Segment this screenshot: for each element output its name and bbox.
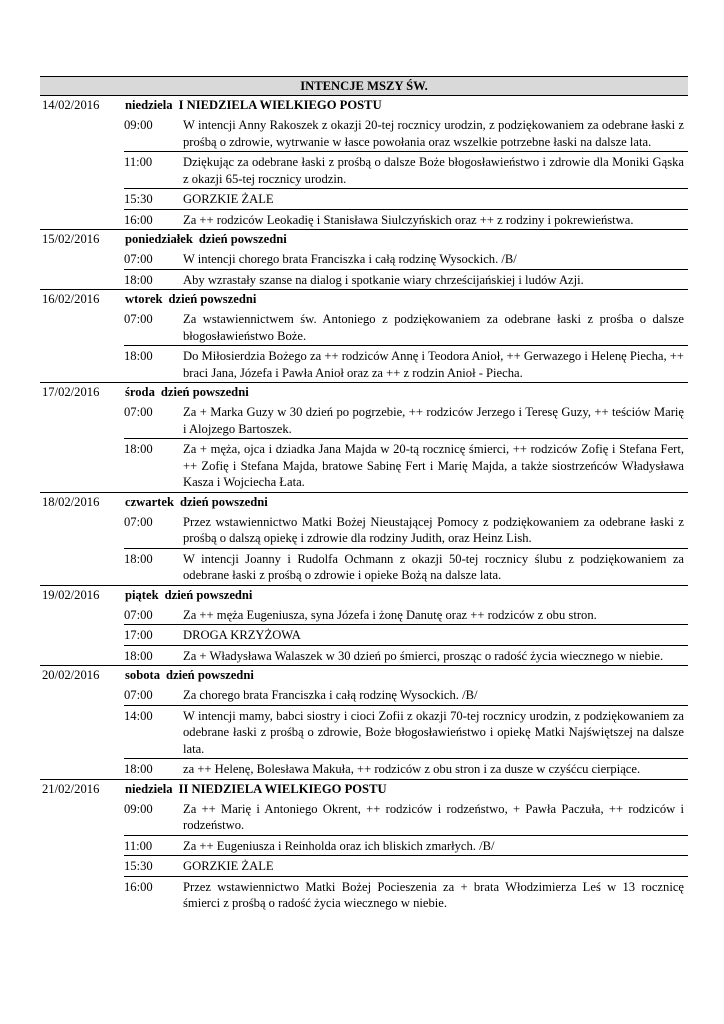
intention-text: Za + Władysława Walaszek w 30 dzień po śmierci, prosząc o radość życia wiecznego w niebie.: [183, 648, 664, 663]
day-label: dzień powszedni: [198, 232, 287, 246]
day-label: dzień powszedni: [168, 292, 257, 306]
mass-time: 09:00: [124, 801, 153, 816]
intention-text: Za + Marka Guzy w 30 dzień po pogrzebie, ++ rodziców Jerzego i Teresę Guzy, ++ teściów Marię i Alojzego Bartoszek.: [183, 405, 684, 436]
intention-text: Przez wstawiennictwo Matki Bożej Nieustającej Pomocy z podziękowaniem za odebrane łaski z prośbą o dalszą opiekę i zdrowie dla rodziny Judith, oraz Heinz Lish.: [183, 514, 684, 545]
day-of-week: środa: [125, 385, 155, 399]
day-header-row: [40, 779, 688, 798]
mass-time: 07:00: [124, 405, 153, 419]
mass-time: 17:00: [124, 628, 153, 642]
mass-time: 07:00: [124, 514, 153, 529]
intention-text: W intencji Anny Rakoszek z okazji 20-tej rocznicy urodzin, z podziękowaniem za odebrane łaski z prośbą o zdrowie, wytrwanie w łasce powołania oraz wszelkie potrzebne łaski na dalsze lata.: [183, 118, 684, 149]
day-label: dzień powszedni: [160, 385, 249, 399]
day-date: 14/02/2016: [42, 98, 100, 112]
intention-entry: [124, 308, 688, 345]
day-heading: [125, 586, 688, 604]
intention-text: Za ++ męża Eugeniusza, syna Józefa i żonę Danutę oraz ++ rodziców z obu stron.: [183, 607, 597, 622]
intention-entry: [124, 604, 688, 625]
day-label: II NIEDZIELA WIELKIEGO POSTU: [178, 781, 387, 796]
day-of-week: wtorek: [125, 292, 163, 306]
intention-entry: [124, 511, 688, 548]
intention-entry: [124, 114, 688, 151]
intention-text: Za chorego brata Franciszka i całą rodzinę Wysockich. /B/: [183, 688, 478, 702]
day-of-week: sobota: [125, 668, 160, 682]
mass-time: 16:00: [124, 212, 153, 227]
intention-entry: [124, 548, 688, 585]
intention-entry: [124, 248, 688, 269]
mass-time: 07:00: [124, 688, 153, 702]
mass-time: 16:00: [124, 879, 153, 894]
mass-time: 07:00: [124, 252, 153, 266]
day-header-row: [40, 492, 688, 511]
intention-entry: [124, 345, 688, 382]
day-of-week: czwartek: [125, 494, 174, 509]
intention-entry: [124, 758, 688, 779]
day-heading: [125, 493, 688, 511]
intention-text: GORZKIE ŻALE: [183, 192, 274, 206]
day-of-week: piątek: [125, 587, 159, 602]
mass-time: 11:00: [124, 838, 153, 853]
mass-time: 07:00: [124, 312, 153, 326]
intention-text: W intencji chorego brata Franciszka i całą rodzinę Wysockich. /B/: [183, 252, 517, 266]
mass-time: 07:00: [124, 607, 153, 622]
day-of-week: niedziela: [125, 98, 173, 112]
intention-entry: [124, 624, 688, 645]
intention-text: Za + męża, ojca i dziadka Jana Majda w 20-tą rocznicę śmierci, ++ rodziców Zofię i Stefana Fert, ++ Zofię i Stefana Majda, bratowe Sabinę Fert i Marię Majda, a także siostrzeńców Władysława Kasza i Wojciecha Łata.: [183, 442, 684, 489]
day-of-week: poniedziałek: [125, 232, 193, 246]
days-list: [40, 95, 688, 913]
intention-entry: [124, 401, 688, 438]
mass-time: 18:00: [124, 551, 153, 566]
intention-text: za ++ Helenę, Bolesława Makuła, ++ rodziców z obu stron i za dusze w czyśćcu cierpiące.: [183, 762, 641, 776]
mass-time: 15:30: [124, 859, 153, 873]
day-label: dzień powszedni: [164, 587, 253, 602]
day-date: 20/02/2016: [42, 668, 100, 682]
intention-text: Przez wstawiennictwo Matki Bożej Pocieszenia za + brata Włodzimierza Leś w 13 rocznicę śmierci z prośbą o radość życia wiecznego w niebie.: [183, 879, 684, 910]
mass-time: 14:00: [124, 708, 153, 723]
intention-text: Za ++ rodziców Leokadię i Stanisława Siulczyńskich oraz ++ z rodziny i pokrewieństwa.: [183, 212, 634, 227]
intention-entry: [124, 705, 688, 759]
day-date: 19/02/2016: [42, 587, 100, 602]
intention-text: Do Miłosierdzia Bożego za ++ rodziców Annę i Teodora Anioł, ++ Gerwazego i Helenę Piecha, ++ braci Jana, Józefa i Pawła Anioł oraz za ++ z rodzin Anioł - Piecha.: [183, 349, 684, 380]
day-header-row: [40, 229, 688, 248]
mass-time: 18:00: [124, 762, 153, 776]
day-date: 15/02/2016: [42, 232, 100, 246]
day-of-week: niedziela: [125, 781, 173, 796]
day-header-row: [40, 382, 688, 401]
intention-entry: [124, 188, 688, 209]
intention-text: Za wstawiennictwem św. Antoniego z podziękowaniem za odebrane łaski z prośba o dalsze błogosławieństwo Boże.: [183, 312, 684, 343]
day-date: 21/02/2016: [42, 781, 100, 796]
day-heading: [125, 666, 688, 684]
intention-entry: [124, 855, 688, 876]
intention-entry: [124, 209, 688, 230]
intention-entry: [124, 269, 688, 290]
intention-text: W intencji mamy, babci siostry i cioci Zofii z okazji 70-tej rocznicy urodzin, z podziękowaniem za odebrane łaski z prośbą o zdrowie, Boże błogosławieństwo i opiekę Matki Najświętszej na dalsze lata.: [183, 708, 684, 756]
day-label: dzień powszedni: [179, 494, 268, 509]
intention-text: Za ++ Eugeniusza i Reinholda oraz ich bliskich zmarłych. /B/: [183, 838, 495, 853]
intention-entry: [124, 684, 688, 705]
intention-text: Aby wzrastały szanse na dialog i spotkanie wiary chrześcijańskiej i ludów Azji.: [183, 272, 584, 287]
day-date: 18/02/2016: [42, 494, 100, 509]
intention-entry: [124, 645, 688, 666]
day-heading: [125, 383, 688, 401]
intention-entry: [124, 876, 688, 913]
intention-text: GORZKIE ŻALE: [183, 859, 274, 873]
day-header-row: [40, 95, 688, 114]
day-heading: [125, 290, 688, 308]
mass-time: 11:00: [124, 155, 153, 169]
intention-entry: [124, 835, 688, 856]
day-label: dzień powszedni: [166, 668, 254, 682]
day-date: 16/02/2016: [42, 292, 100, 306]
intention-text: Za ++ Marię i Antoniego Okrent, ++ rodziców i rodzeństwo, + Pawła Paczuła, ++ rodziców i rodzeństwo.: [183, 801, 684, 832]
day-heading: [125, 230, 688, 248]
intention-text: DROGA KRZYŻOWA: [183, 628, 301, 642]
intention-text: Dziękując za odebrane łaski z prośbą o dalsze Boże błogosławieństwo i zdrowie dla Moniki Gąska z okazji 65-tej rocznicy urodzin.: [183, 155, 684, 186]
day-header-row: [40, 289, 688, 308]
mass-time: 15:30: [124, 192, 153, 206]
mass-time: 18:00: [124, 648, 153, 663]
day-header-row: [40, 585, 688, 604]
mass-intentions-document: [40, 76, 688, 913]
mass-time: 18:00: [124, 349, 153, 363]
mass-time: 18:00: [124, 272, 153, 287]
day-heading: [125, 96, 688, 114]
intention-entry: [124, 151, 688, 188]
intention-entry: [124, 438, 688, 492]
document-title: INTENCJE MSZY ŚW.: [40, 76, 688, 95]
day-label: I NIEDZIELA WIELKIEGO POSTU: [178, 98, 382, 112]
day-date: 17/02/2016: [42, 385, 100, 399]
day-heading: [125, 780, 688, 798]
mass-time: 18:00: [124, 442, 153, 456]
intention-text: W intencji Joanny i Rudolfa Ochmann z okazji 50-tej rocznicy ślubu z podziękowaniem za odebrane łaski z prośbą o zdrowie i opieke Bożą na dalsze lata.: [183, 551, 684, 582]
intention-entry: [124, 798, 688, 835]
day-header-row: [40, 665, 688, 684]
mass-time: 09:00: [124, 118, 153, 132]
